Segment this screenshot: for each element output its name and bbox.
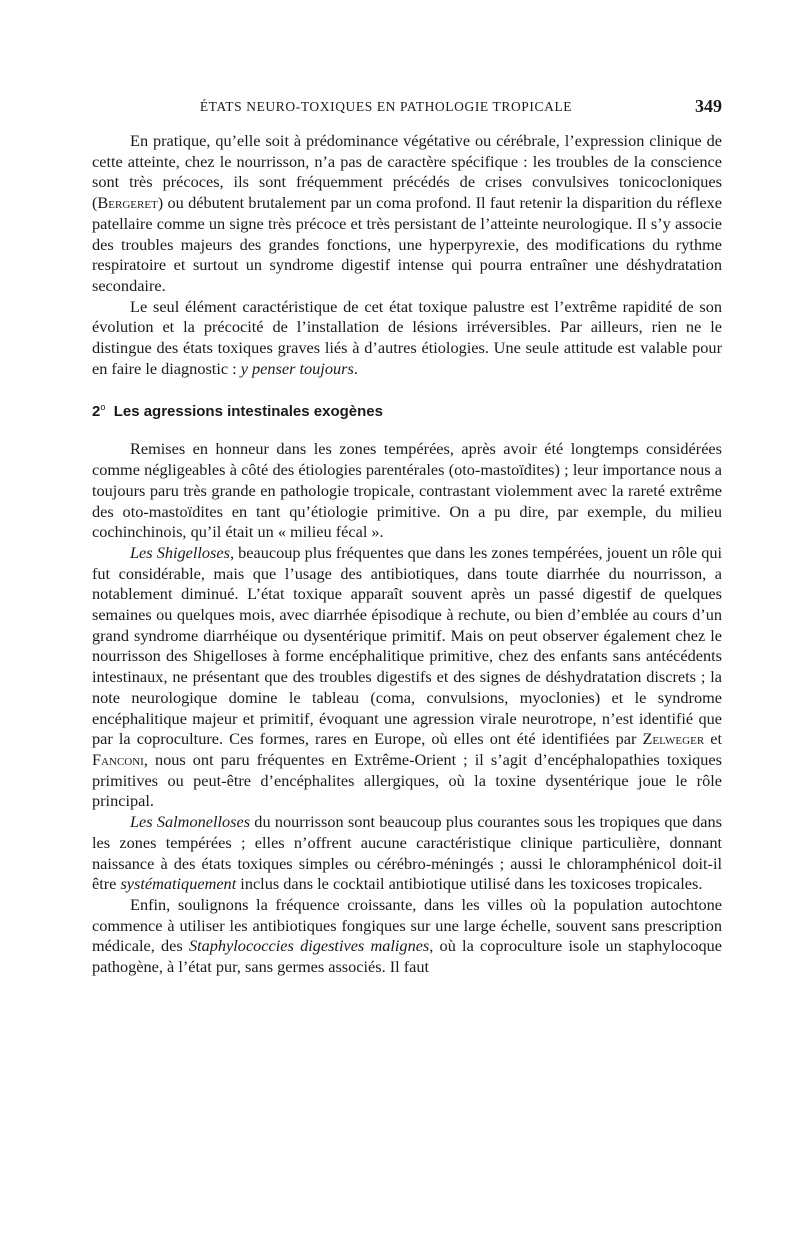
page-number: 349 xyxy=(695,96,722,116)
paragraph-2-text-b: . xyxy=(353,358,358,378)
author-reference-zelweger: Zelweger xyxy=(642,729,705,749)
paragraph-1-text-b: ) ou débutent brutalement par un coma profond. Il faut retenir la disparition du réflexe patellaire comme un signe très précoce et très persistant de l’atteinte neurologique. Il s’y associe des troubles majeurs des grandes fonctions, une hyperpyrexie, des modifications du rythme respiratoire et surtout un syndrome digestif intense qui pourra entraîner une déshydratation secondaire. xyxy=(92,193,722,295)
author-reference-fanconi: Fanconi xyxy=(92,749,144,769)
body-text xyxy=(92,131,722,978)
paragraph-5-emphasis-1: Les Salmonelloses xyxy=(130,812,251,832)
paragraph-5 xyxy=(92,812,722,895)
running-header xyxy=(90,96,722,118)
paragraph-4-emphasis: Les Shigelloses, xyxy=(130,542,235,562)
section-ordinal: o xyxy=(100,402,106,413)
paragraph-4-text-b: , nous ont paru fréquentes en Extrême-Orient ; il s’agit d’encéphalopathies toxiques primitives ou peut-être d’encéphalites allergiques, où la toxine dysentérique joue le rôle principal. xyxy=(92,749,722,811)
paragraph-2-text-a: Le seul élément caractéristique de cet état toxique palustre est l’extrême rapidité de son évolution et la précocité de l’installation de lésions irréversibles. Par ailleurs, rien ne le distingue des états toxiques graves liés à d’autres étiologies. Une seule attitude est valable pour en faire le diagnostic : xyxy=(92,296,722,378)
paragraph-6-text-a: Enfin, soulignons la fréquence croissante, dans les villes où la population autochtone commence à utiliser les antibiotiques fongiques sur une large échelle, souvent sans prescription médicale, des xyxy=(92,894,722,956)
section-title: Les agressions intestinales exogènes xyxy=(113,403,383,421)
paragraph-3-text: Remises en honneur dans les zones tempérées, après avoir été longtemps considérées comme négligeables à côté des étiologies parentérales (oto-mastoïdites) ; leur importance nous a toujours paru très grande en pathologie tropicale, contrastant violemment avec la rareté extrême des oto-mastoïdites en tant qu’étiologie primitive. On a pu dire, par exemple, du milieu cochinchinois, qu’il était un « milieu fécal ». xyxy=(92,439,722,542)
section-heading xyxy=(92,397,722,422)
paragraph-3 xyxy=(92,439,722,543)
paragraph-4-text-mid: et xyxy=(704,729,722,749)
paragraph-1 xyxy=(92,131,722,297)
paragraph-6-emphasis: Staphylococcies digestives malignes, xyxy=(188,936,434,956)
paragraph-1-text-a: En pratique, qu’elle soit à prédominance végétative ou cérébrale, l’expression clinique de cette atteinte, chez le nourrisson, n’a pas de caractère spécifique : les troubles de la conscience sont très précoces, ils sont fréquemment précédés de crises convulsives tonicocloniques ( xyxy=(92,131,722,213)
paragraph-4 xyxy=(92,543,722,812)
section-number: 2 xyxy=(92,403,101,421)
author-reference-bergeret: Bergeret xyxy=(97,193,158,213)
running-title: ÉTATS NEURO-TOXIQUES EN PATHOLOGIE TROPICALE xyxy=(199,99,573,114)
paragraph-2 xyxy=(92,297,722,380)
paragraph-6-text-b: où la coproculture isole un staphylocoque pathogène, à l’état pur, sans germes associés. Il faut xyxy=(92,936,723,977)
paragraph-4-text-a: beaucoup plus fréquentes que dans les zones tempérées, jouent un rôle qui fut considérable, mais que l’usage des antibiotiques, dans toute diarrhée du nourrisson, a notablement diminué. L’état toxique apparaît souvent après un passé digestif de quelques semaines ou quelques mois, avec diarrhée épisodique à rechute, ou bien d’emblée au cours d’un grand syndrome diarrhéique ou dysentérique primitif. Mais on peut observer également chez le nourrisson des Shigelloses à forme encéphalitique primitive, chez des enfants sans antécédents intestinaux, ne présentant que des troubles digestifs et des signes de déshydratation discrets ; la note neurologique domine le tableau (coma, convulsions, myoclonies) et le syndrome encéphalitique majeur et primitif, évoquant une agression virale neurotrope, n’est identifié que par la coproculture. Ces formes, rares en Europe, où elles ont été identifiées par xyxy=(92,542,722,749)
paragraph-5-emphasis-2: systématiquement xyxy=(120,874,237,894)
paragraph-2-emphasis: y penser toujours xyxy=(240,358,354,378)
paragraph-6 xyxy=(92,895,722,978)
paragraph-5-text-a: du nourrisson sont beaucoup plus courantes sous les tropiques que dans les zones tempérées ; elles n’offrent aucune caractéristique clinique particulière, donnant naissance à des états toxiques simples ou cérébro-méningés ; aussi le chloramphénicol doit-il être xyxy=(92,812,723,894)
paragraph-5-text-b: inclus dans le cocktail antibiotique utilisé dans les toxicoses tropicales. xyxy=(236,874,703,894)
